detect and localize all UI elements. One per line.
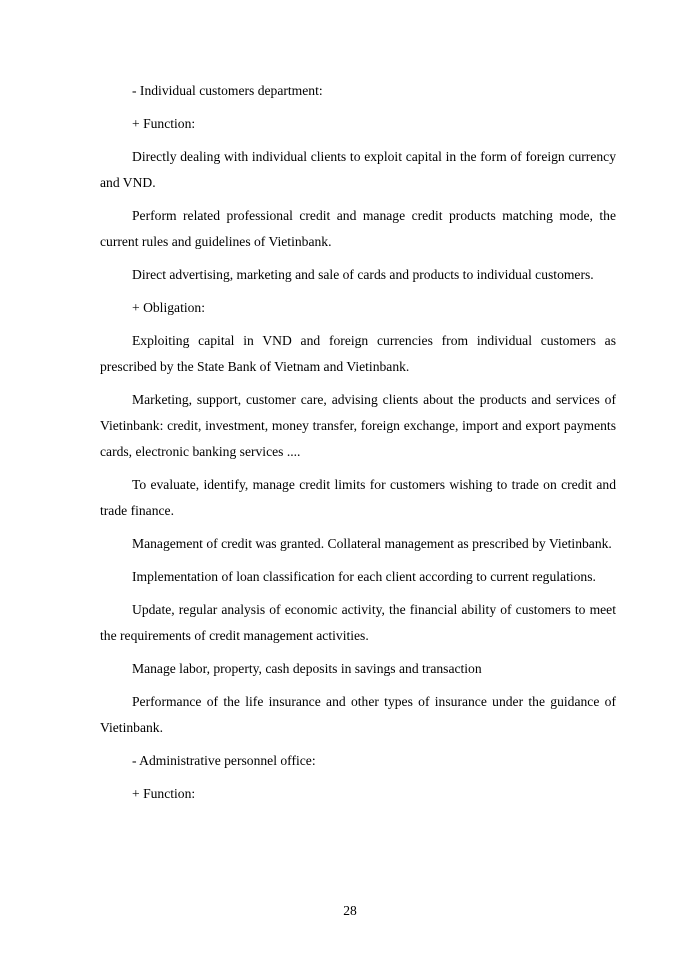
subheading-function: + Function: <box>132 786 196 801</box>
page-body <box>100 78 616 814</box>
subheading-function: + Function: <box>132 116 196 131</box>
paragraph: Exploiting capital in VND and foreign currencies from individual customers as prescribed by the State Bank of Vietnam and Vietinbank. <box>100 333 616 374</box>
paragraph: Performance of the life insurance and other types of insurance under the guidance of Vietinbank. <box>100 694 616 735</box>
paragraph: Manage labor, property, cash deposits in savings and transaction <box>132 661 482 676</box>
paragraph: Marketing, support, customer care, advising clients about the products and services of Vietinbank: credit, investment, money transfer, foreign exchange, import and export payments cards, electronic banking services .... <box>100 392 616 459</box>
paragraph: Update, regular analysis of economic activity, the financial ability of customers to meet the requirements of credit management activities. <box>100 602 616 643</box>
page-number: 28 <box>343 903 357 918</box>
section-heading-administrative-personnel: - Administrative personnel office: <box>132 753 316 768</box>
subheading-obligation: + Obligation: <box>132 300 205 315</box>
paragraph: Management of credit was granted. Collateral management as prescribed by Vietinbank. <box>132 536 612 551</box>
paragraph: To evaluate, identify, manage credit limits for customers wishing to trade on credit and trade finance. <box>100 477 616 518</box>
paragraph: Perform related professional credit and manage credit products matching mode, the current rules and guidelines of Vietinbank. <box>100 208 616 249</box>
paragraph: Implementation of loan classification for each client according to current regulations. <box>132 569 596 584</box>
paragraph: Directly dealing with individual clients to exploit capital in the form of foreign currency and VND. <box>100 149 616 190</box>
paragraph: Direct advertising, marketing and sale of cards and products to individual customers. <box>132 267 594 282</box>
section-heading-individual-customers: - Individual customers department: <box>132 83 323 98</box>
